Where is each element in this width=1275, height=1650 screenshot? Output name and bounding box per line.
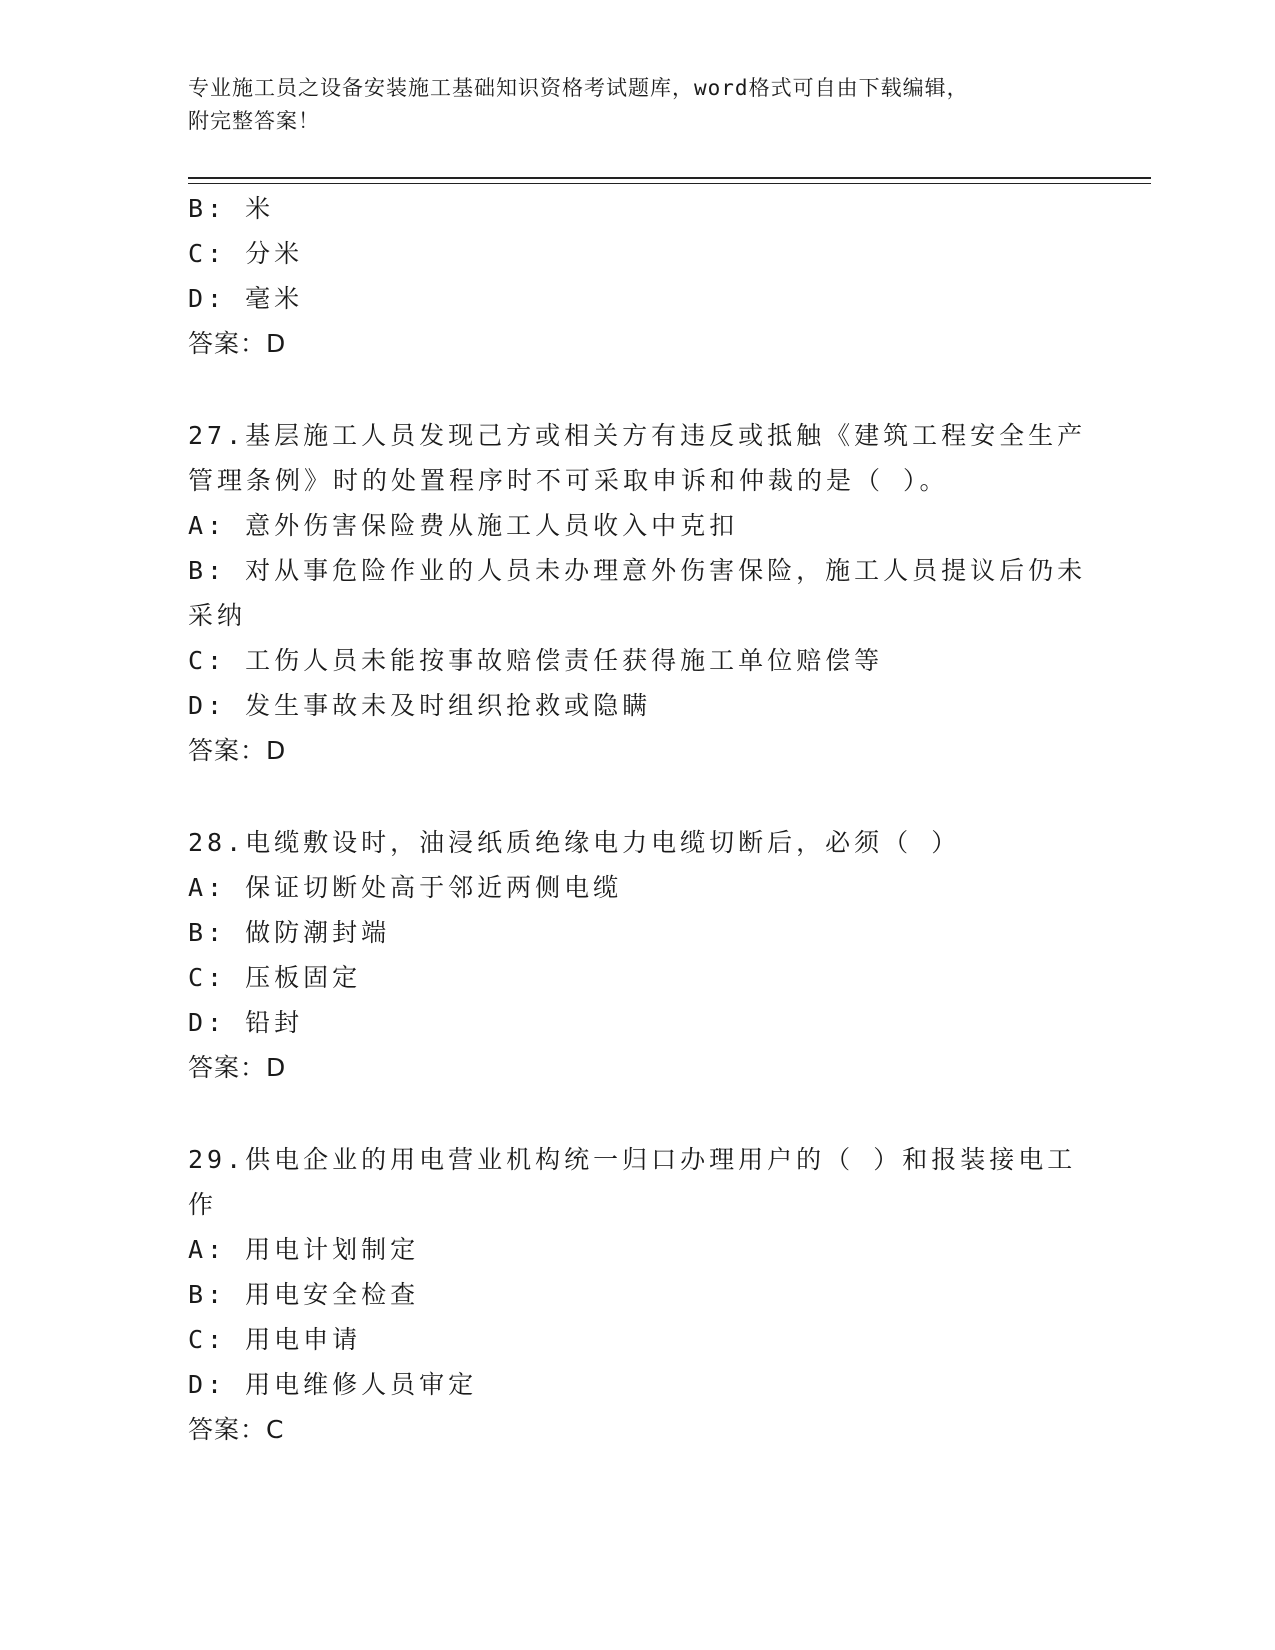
option-text: 用电维修人员审定	[245, 1370, 478, 1399]
option-label: D:	[188, 1370, 227, 1399]
q28-option-d	[188, 1007, 303, 1039]
q26-option-d	[188, 283, 303, 315]
option-label: D:	[188, 691, 227, 720]
option-text: 工伤人员未能按事故赔偿责任获得施工单位赔偿等	[245, 646, 884, 675]
q29-stem-line-1: 29.供电企业的用电营业机构统一归口办理用户的（ ）和报装接电工	[188, 1145, 1077, 1174]
option-text: 对从事危险作业的人员未办理意外伤害保险，施工人员提议后仍未	[245, 556, 1087, 585]
option-label: C:	[188, 1325, 227, 1354]
option-label: A:	[188, 511, 227, 540]
option-label: A:	[188, 873, 227, 902]
option-text: 保证切断处高于邻近两侧电缆	[245, 873, 623, 902]
q27-option-c	[188, 645, 883, 677]
header-divider-thick	[188, 177, 1151, 179]
q29-option-c	[188, 1324, 361, 1356]
q26-answer: 答案：D	[188, 329, 287, 358]
q28-stem-line-1: 28.电缆敷设时，油浸纸质绝缘电力电缆切断后，必须（ ）	[188, 828, 961, 857]
option-text: 做防潮封端	[245, 918, 391, 947]
q27-option-b-continued: 采纳	[188, 601, 247, 630]
option-label: A:	[188, 1235, 227, 1264]
option-label: B:	[188, 918, 227, 947]
q28-answer: 答案：D	[188, 1053, 287, 1082]
option-text: 发生事故未及时组织抢救或隐瞒	[245, 691, 652, 720]
option-text: 铅封	[245, 1008, 304, 1037]
option-label: D:	[188, 1008, 227, 1037]
q29-stem-line-2: 作	[188, 1190, 218, 1219]
q27-option-b	[188, 555, 1086, 587]
option-text: 用电计划制定	[245, 1235, 420, 1264]
option-text: 用电安全检查	[245, 1280, 420, 1309]
q28-option-c	[188, 962, 361, 994]
option-text: 意外伤害保险费从施工人员收入中克扣	[245, 511, 739, 540]
option-text: 米	[245, 194, 275, 223]
q28-option-a	[188, 872, 622, 904]
q29-option-d	[188, 1369, 477, 1401]
q29-option-b	[188, 1279, 419, 1311]
q27-option-a	[188, 510, 738, 542]
q29-option-a	[188, 1234, 419, 1266]
header-divider-thin	[188, 183, 1151, 184]
option-label: C:	[188, 963, 227, 992]
q29-answer: 答案：C	[188, 1415, 285, 1444]
q27-stem-line-1: 27.基层施工人员发现己方或相关方有违反或抵触《建筑工程安全生产	[188, 421, 1087, 450]
option-text: 分米	[245, 239, 304, 268]
q27-option-d	[188, 690, 651, 722]
option-label: B:	[188, 1280, 227, 1309]
option-label: C:	[188, 239, 227, 268]
option-text: 压板固定	[245, 963, 362, 992]
option-label: B:	[188, 556, 227, 585]
q27-answer: 答案：D	[188, 736, 287, 765]
q28-option-b	[188, 917, 390, 949]
document-header	[188, 72, 1088, 138]
q27-stem-line-2: 管理条例》时的处置程序时不可采取申诉和仲裁的是（ ）。	[188, 466, 949, 495]
option-text: 用电申请	[245, 1325, 362, 1354]
option-label: D:	[188, 284, 227, 313]
option-label: C:	[188, 646, 227, 675]
option-label: B:	[188, 194, 227, 223]
q26-option-b	[188, 193, 274, 225]
header-line-2: 附完整答案！	[188, 109, 320, 133]
header-line-1: 专业施工员之设备安装施工基础知识资格考试题库，word格式可自由下载编辑，	[188, 76, 969, 100]
q26-option-c	[188, 238, 303, 270]
option-text: 毫米	[245, 284, 304, 313]
